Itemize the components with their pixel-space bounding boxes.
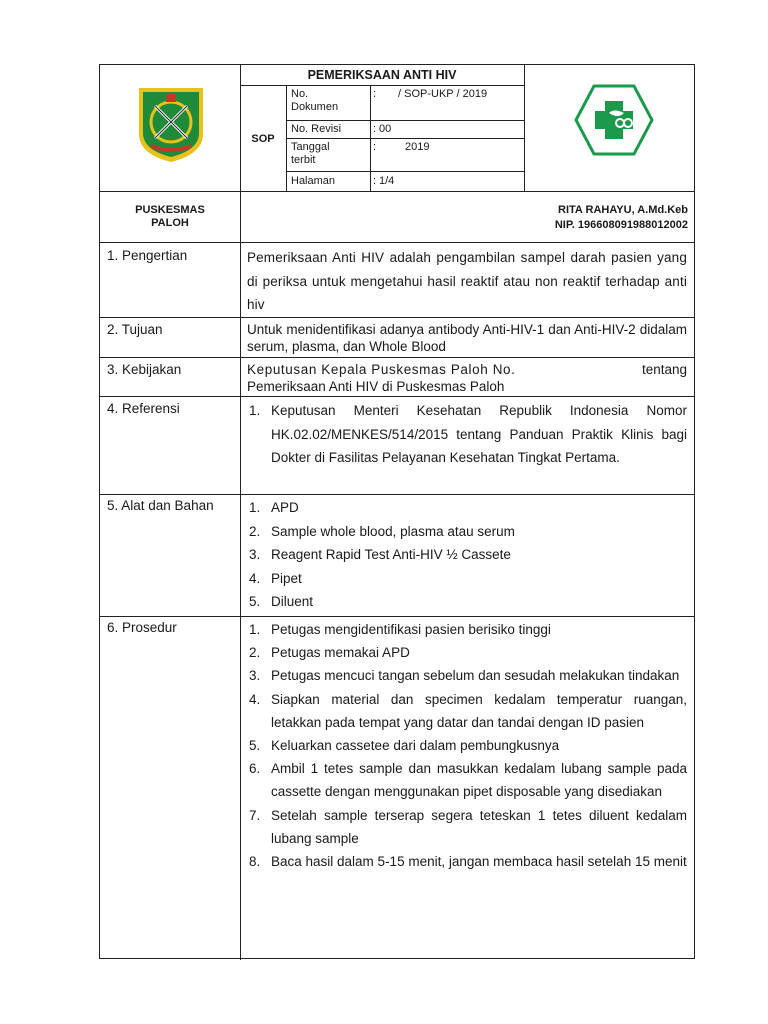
list-number: 1.	[249, 403, 261, 418]
list-item-text: Siapkan material dan specimen kedalam temperatur ruangan, letakkan pada tempat yang datar dan tandai dengan ID pasien	[271, 691, 687, 730]
list-number: 6.	[249, 761, 261, 777]
meta-label-tanggal: Tanggal terbit	[291, 141, 330, 166]
list-item-text: Setelah sample terserap segera teteskan 1 tetes diluent kedalam lubang sample	[271, 807, 687, 846]
prosedur-list	[241, 618, 687, 873]
kebijakan-text	[247, 361, 687, 395]
list-item	[241, 688, 687, 734]
header-bottom-line	[100, 191, 694, 192]
meta-value-halaman: 1/4	[379, 175, 395, 187]
meta-value-dokumen: / SOP-UKP / 2019	[398, 88, 488, 100]
meta-row-line	[286, 171, 524, 172]
meta-row-line	[286, 120, 524, 121]
regency-emblem-icon	[133, 84, 209, 164]
meta-sep: :	[373, 88, 377, 100]
section-label-kebijakan: 3. Kebijakan	[107, 362, 182, 377]
list-item-text: Petugas mengidentifikasi pasien berisiko tinggi	[271, 622, 551, 637]
list-item-text: Petugas memakai APD	[271, 645, 410, 661]
list-item	[241, 850, 687, 873]
list-number: 3.	[249, 547, 261, 562]
meta-sep: :	[373, 123, 377, 135]
row-line	[100, 616, 694, 617]
organization-name	[100, 204, 240, 230]
list-item	[241, 543, 687, 567]
list-item-text: APD	[271, 500, 299, 515]
header-right-divider	[524, 65, 525, 191]
puskesmas-logo-icon	[574, 83, 654, 157]
meta-row-line	[286, 138, 524, 139]
list-item-text: Petugas mencuci tangan sebelum dan sesudah melakukan tindakan	[271, 668, 680, 684]
list-item	[241, 641, 687, 664]
list-item	[241, 590, 687, 614]
list-number: 3.	[249, 668, 261, 684]
list-item-text: Keputusan Menteri Kesehatan Republik Indonesia Nomor HK.02.02/MENKES/514/2015 tentang Panduan Praktik Klinis bagi Dokter di Fasilitas Pelayanan Kesehatan Tingkat Pertama.	[271, 403, 687, 465]
list-item-text: Keluarkan cassetee dari dalam pembungkusnya	[271, 738, 560, 754]
section-label-alat-bahan: 5. Alat dan Bahan	[107, 498, 214, 513]
sop-label: SOP	[251, 133, 275, 145]
list-item	[241, 399, 687, 470]
list-item	[241, 757, 687, 803]
list-number: 8.	[249, 854, 261, 870]
list-number: 1.	[249, 622, 261, 637]
row-line	[100, 242, 694, 243]
list-number: 4.	[249, 570, 261, 586]
meta-sep: :	[373, 141, 377, 153]
row-line	[100, 494, 694, 495]
row-line	[100, 317, 694, 318]
document-title: PEMERIKSAAN ANTI HIV	[307, 68, 457, 82]
signer-nip: NIP. 196608091988012002	[554, 219, 688, 231]
signer-block	[524, 203, 688, 233]
list-item	[241, 567, 687, 591]
section-label-pengertian: 1. Pengertian	[107, 248, 188, 263]
list-item-text: Reagent Rapid Test Anti-HIV ½ Cassete	[271, 547, 511, 562]
list-number: 2.	[249, 645, 261, 661]
list-item-text: Diluent	[271, 594, 314, 609]
kebijakan-text-a: Keputusan Kepala Puskesmas Paloh No.	[247, 362, 516, 377]
sop-document	[99, 64, 695, 959]
list-item	[241, 804, 687, 850]
list-number: 1.	[249, 500, 261, 515]
meta-sep: :	[373, 175, 377, 187]
list-item-text: Baca hasil dalam 5-15 menit, jangan membaca hasil setelah 15 menit	[271, 854, 687, 870]
list-item	[241, 664, 687, 687]
row-line	[100, 357, 694, 358]
list-item	[241, 618, 687, 641]
meta-label-halaman: Halaman	[291, 175, 336, 187]
list-number: 7.	[249, 807, 261, 823]
list-number: 4.	[249, 691, 261, 707]
meta-value-revisi: 00	[379, 123, 392, 135]
list-item-text: Pipet	[271, 570, 302, 586]
section-label-referensi: 4. Referensi	[107, 401, 180, 416]
list-item-text: Ambil 1 tetes sample dan masukkan kedalam lubang sample pada cassette dengan menggunakan pipet disposable yang disediakan	[271, 761, 687, 800]
list-item	[241, 520, 687, 544]
list-number: 5.	[249, 594, 261, 609]
list-item	[241, 496, 687, 520]
list-number: 5.	[249, 738, 261, 754]
row-line	[100, 396, 694, 397]
section-label-prosedur: 6. Prosedur	[107, 620, 177, 635]
meta-value-tanggal: 2019	[405, 141, 430, 153]
referensi-list	[241, 399, 687, 470]
list-item	[241, 734, 687, 757]
kebijakan-text-b: tentang	[641, 362, 687, 377]
organization-line-1: PUSKESMAS	[135, 204, 205, 216]
alat-bahan-list	[241, 496, 687, 614]
list-item-text: Sample whole blood, plasma atau serum	[271, 523, 515, 539]
section-label-tujuan: 2. Tujuan	[107, 322, 163, 337]
list-number: 2.	[249, 523, 261, 539]
tujuan-text: Untuk menidentifikasi adanya antibody Anti-HIV-1 dan Anti-HIV-2 didalam serum, plasma, dan Whole Blood	[247, 322, 687, 354]
signer-name: RITA RAHAYU, A.Md.Keb	[558, 204, 688, 216]
title-underline	[240, 85, 524, 86]
kebijakan-text-c: Pemeriksaan Anti HIV di Puskesmas Paloh	[247, 379, 505, 394]
meta-label-dokumen: No. Dokumen	[291, 88, 339, 113]
pengertian-text: Pemeriksaan Anti HIV adalah pengambilan sampel darah pasien yang di periksa untuk mengetahui hasil reaktif atau non reaktif terhadap anti hiv	[247, 250, 687, 312]
meta-label-revisi: No. Revisi	[291, 123, 342, 135]
organization-line-2: PALOH	[151, 217, 189, 229]
